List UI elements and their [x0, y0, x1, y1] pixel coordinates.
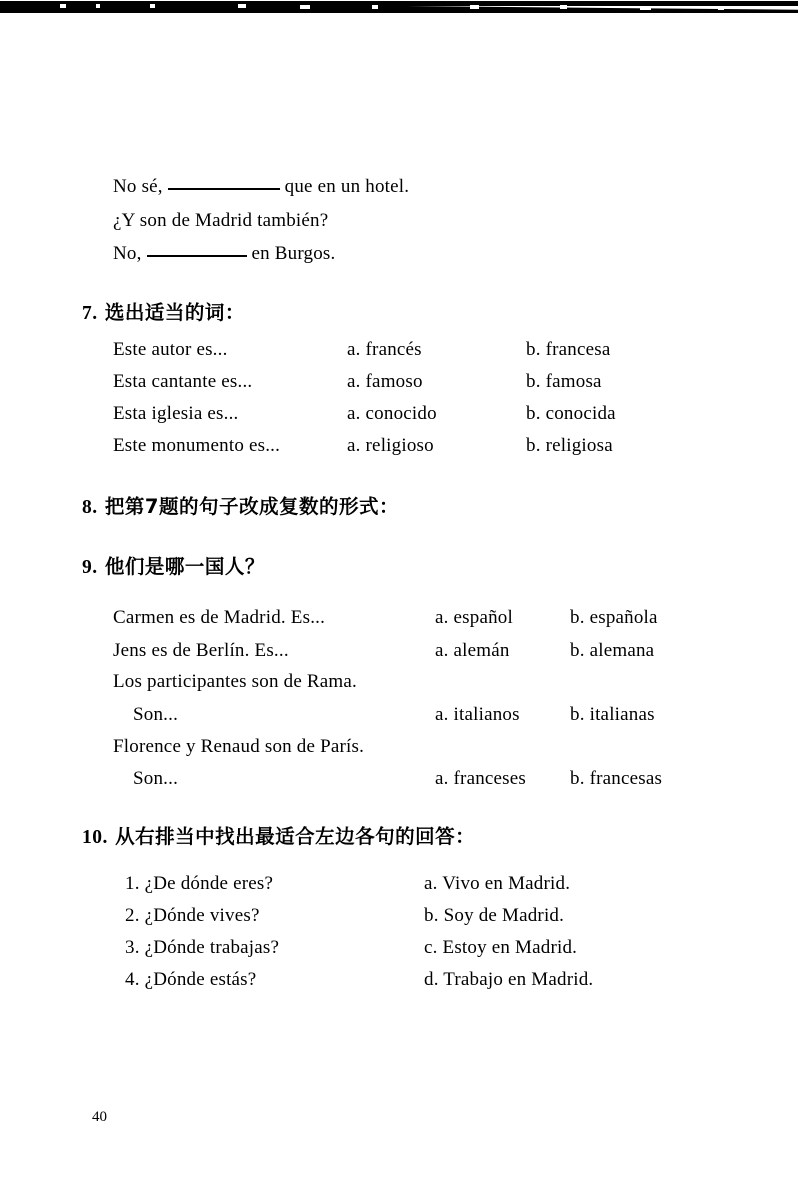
exercise-7-prompt: Este monumento es... [113, 435, 281, 456]
dialogue-text-before: ¿Y son de Madrid también? [113, 210, 329, 231]
exercise-10-number: 10. [82, 827, 108, 848]
exercise-9-prompt: Florence y Renaud son de París. [113, 736, 365, 757]
exercise-9-option-a[interactable]: a. alemán [435, 640, 510, 661]
page-number: 40 [92, 1109, 107, 1125]
exercise-7-option-b[interactable]: b. conocida [526, 403, 616, 424]
dialogue-line [113, 244, 335, 263]
fill-in-blank[interactable] [147, 255, 247, 257]
exercise-7-prompt: Este autor es... [113, 339, 228, 360]
dialogue-text-after: en Burgos. [251, 243, 336, 264]
dialogue-line [113, 211, 328, 230]
exercise-10-right-item[interactable]: c. Estoy en Madrid. [424, 937, 578, 958]
dialogue-text-before: No sé, [113, 176, 163, 197]
exercise-7-title: 选出适当的词： [104, 301, 245, 324]
exercise-7-option-b[interactable]: b. famosa [526, 371, 602, 392]
exercise-7-option-b[interactable]: b. religiosa [526, 435, 613, 456]
exercise-10-heading [82, 827, 475, 848]
exercise-9-prompt: Los participantes son de Rama. [113, 671, 357, 692]
exercise-9-title: 他们是哪一国人？ [104, 555, 265, 578]
exercise-9-prompt: Son... [133, 704, 179, 725]
exercise-9-option-b[interactable]: b. francesas [570, 768, 663, 789]
exercise-8-title: 把第7题的句子改成复数的形式： [104, 495, 399, 518]
exercise-8-heading [82, 497, 399, 518]
exercise-9-option-b[interactable]: b. italianas [570, 704, 655, 725]
exercise-9-option-a[interactable]: a. italianos [435, 704, 520, 725]
exercise-7-option-b[interactable]: b. francesa [526, 339, 611, 360]
exercise-10-right-item[interactable]: d. Trabajo en Madrid. [424, 969, 594, 990]
exercise-10-right-item[interactable]: a. Vivo en Madrid. [424, 873, 571, 894]
exercise-9-option-b[interactable]: b. española [570, 607, 658, 628]
exercise-10-right-item[interactable]: b. Soy de Madrid. [424, 905, 565, 926]
exercise-7-prompt: Esta iglesia es... [113, 403, 239, 424]
exercise-7-option-a[interactable]: a. famoso [347, 371, 423, 392]
dialogue-text-before: No, [113, 243, 142, 264]
exercise-9-prompt: Carmen es de Madrid. Es... [113, 607, 326, 628]
exercise-9-option-a[interactable]: a. franceses [435, 768, 527, 789]
exercise-10-title: 从右排当中找出最适合左边各句的回答： [115, 825, 476, 848]
exercise-9-prompt: Son... [133, 768, 179, 789]
exercise-10-left-item[interactable]: 4. ¿Dónde estás? [125, 969, 257, 990]
exercise-10-left-item[interactable]: 2. ¿Dónde vives? [125, 905, 260, 926]
dialogue-line [113, 177, 409, 196]
exercise-9-option-b[interactable]: b. alemana [570, 640, 655, 661]
exercise-9-number: 9. [82, 557, 98, 578]
exercise-9-prompt: Jens es de Berlín. Es... [113, 640, 289, 661]
fill-in-blank[interactable] [168, 188, 280, 190]
exercise-8-number: 8. [82, 497, 98, 518]
exercise-9-option-a[interactable]: a. español [435, 607, 513, 628]
exercise-10-left-item[interactable]: 1. ¿De dónde eres? [125, 873, 274, 894]
exercise-7-option-a[interactable]: a. religioso [347, 435, 434, 456]
exercise-10-left-item[interactable]: 3. ¿Dónde trabajas? [125, 937, 280, 958]
exercise-7-prompt: Esta cantante es... [113, 371, 253, 392]
exercise-7-option-a[interactable]: a. conocido [347, 403, 437, 424]
exercise-9-heading [82, 557, 265, 578]
exercise-7-option-a[interactable]: a. francés [347, 339, 422, 360]
dialogue-text-after: que en un hotel. [284, 176, 410, 197]
exercise-7-heading [82, 303, 245, 324]
exercise-7-number: 7. [82, 303, 98, 324]
